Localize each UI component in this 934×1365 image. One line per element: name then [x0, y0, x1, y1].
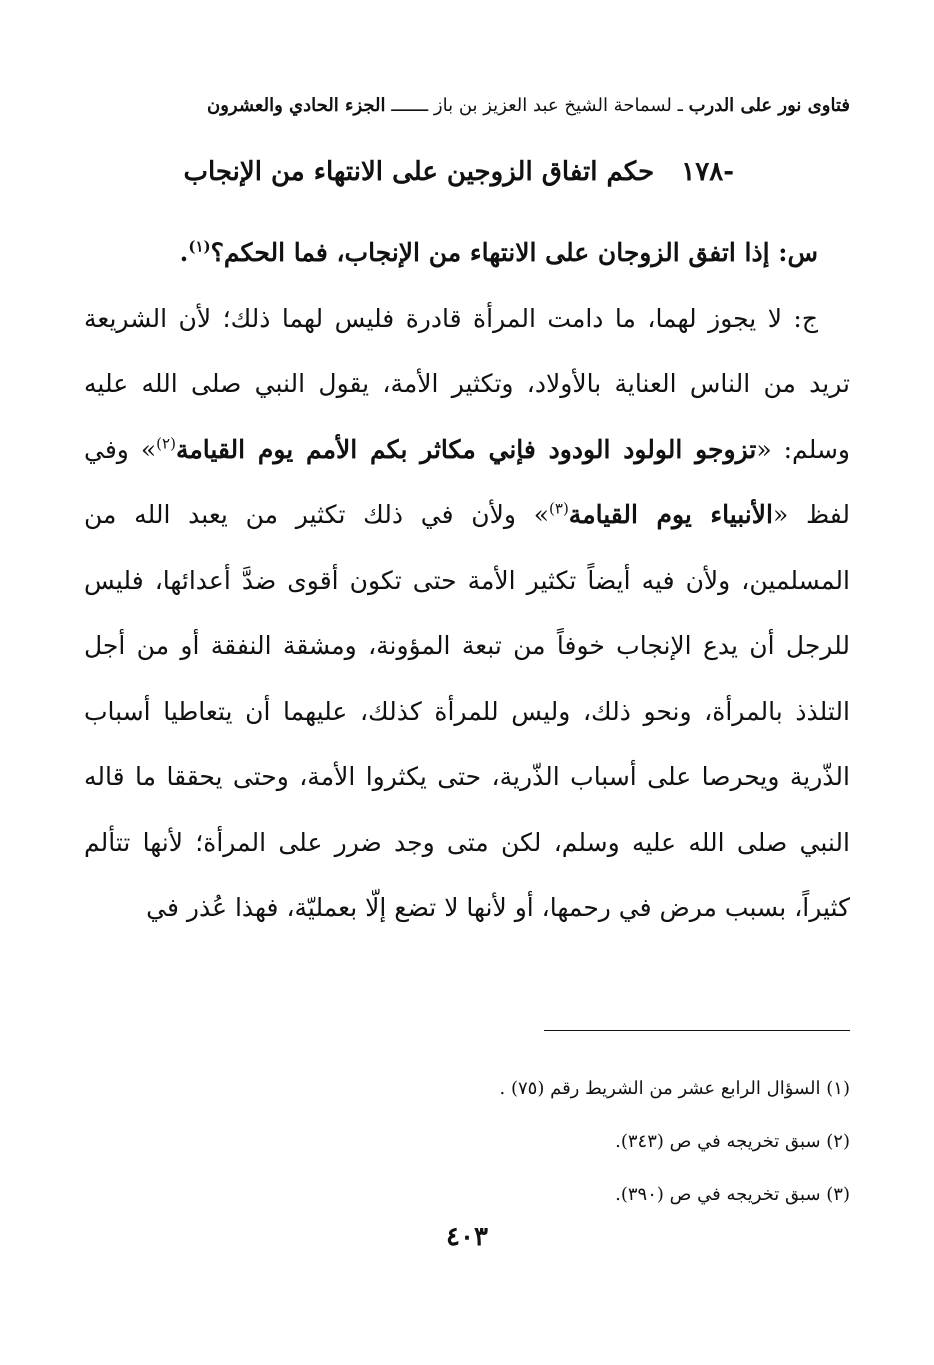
section-heading: [150, 150, 734, 194]
answer-paragraph: [84, 286, 850, 941]
header-book-title: فتاوى نور على الدرب: [688, 95, 850, 116]
section-number: -١٧٨: [681, 157, 734, 187]
footnote-ref-3: (٣): [549, 499, 569, 518]
footnote-ref-2: (٢): [156, 434, 176, 453]
hadith-quote-1: تزوجو الولود الودود فإني مكاثر بكم الأمم يوم القيامة: [175, 434, 757, 464]
running-header: [84, 86, 850, 126]
section-title: حكم اتفاق الزوجين على الانتهاء من الإنجاب: [183, 157, 655, 187]
question-text: س: إذا اتفق الزوجان على الانتهاء من الإنجاب، فما الحكم؟: [210, 238, 818, 267]
footnote-2: (٢) سبق تخريجه في ص (٣٤٣).: [615, 1131, 850, 1152]
footnote-divider: [544, 1030, 850, 1031]
header-volume: الجزء الحادي والعشرون: [207, 95, 386, 116]
page-number: ٤٠٣: [446, 1222, 488, 1252]
answer-part-3: » ولأن في ذلك تكثير من يعبد الله من المسلمين، ولأن فيه أيضاً تكثير الأمة حتى تكون أقوى ضدَّ أعدائها، فليس للرجل أن يدع الإنجاب خوفاً من تبعة المؤونة، ومشقة النفقة أو من أجل التلذذ بالمرأة، ونحو ذلك، وليس للمرأة كذلك، عليهما أن يتعاطيا أسباب الذّرية ويحرصا على أسباب الذّرية، حتى يكثروا الأمة، وحتى يحققا ما قاله النبي صلى الله عليه وسلم، لكن متى وجد ضرر على المرأة؛ لأنها تتألم كثيراً، بسبب مرض في رحمها، أو لأنها لا تضع إلّا بعمليّة، فهذا عُذر في: [84, 500, 850, 922]
footnote-3: (٣) سبق تخريجه في ص (٣٩٠).: [615, 1184, 850, 1205]
footnote-ref-1: (١): [188, 237, 211, 256]
header-separator: ـــــــ: [391, 95, 429, 116]
main-text: [84, 220, 850, 941]
footnotes: [84, 1062, 850, 1221]
footnote-1: (١) السؤال الرابع عشر من الشريط رقم (٧٥) .: [499, 1078, 850, 1099]
hadith-quote-2: الأنبياء يوم القيامة: [568, 500, 773, 529]
header-author: ـ لسماحة الشيخ عبد العزيز بن باز: [433, 95, 683, 116]
question-paragraph: س: إذا اتفق الزوجان على الانتهاء من الإنجاب، فما الحكم؟$^{(١)}$.: [179, 237, 818, 267]
answer-part-1: ج: لا يجوز لهما، ما دامت المرأة قادرة فليس لهما ذلك؛ لأن الشريعة تريد من الناس العناية بالأولاد، وتكثير الأمة، يقول النبي صلى الله عليه وسلم: «: [84, 303, 850, 464]
answer-part-2: » وفي لفظ «: [84, 434, 850, 529]
